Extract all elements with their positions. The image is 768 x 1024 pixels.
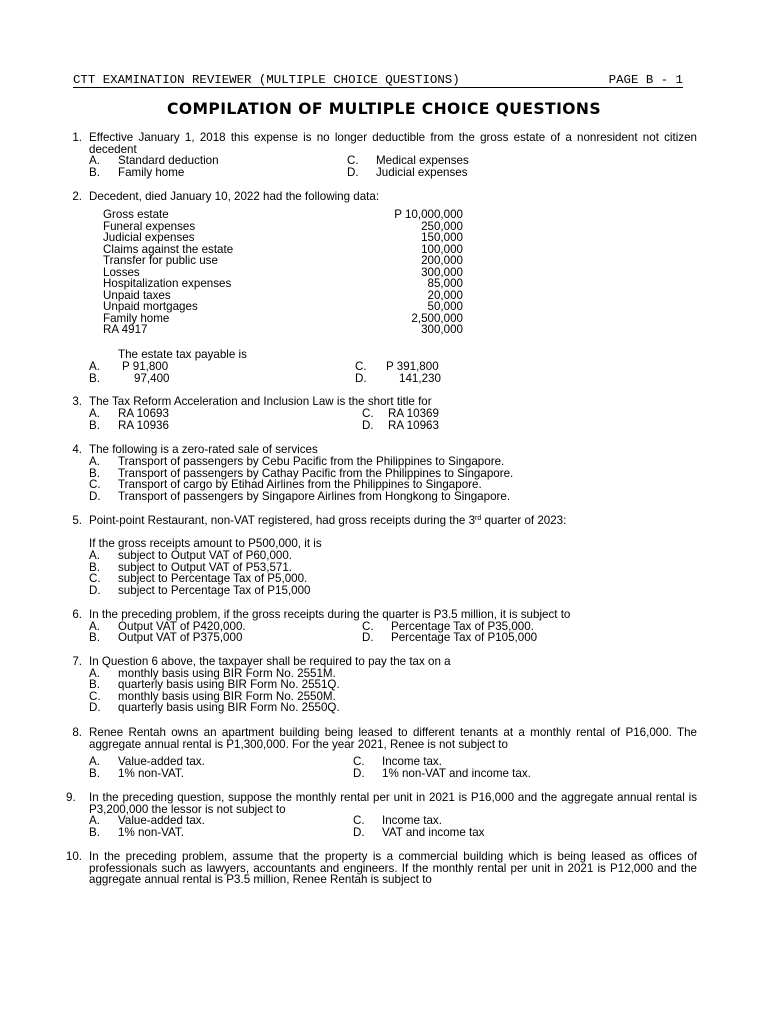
question-stem: Decedent, died January 10, 2022 had the following data: (89, 190, 380, 203)
option-letter: B. (89, 372, 100, 385)
data-value: 20,000 (427, 288, 463, 302)
option-letter: C. (353, 755, 365, 768)
option-text: subject to Percentage Tax of P5,000. (118, 572, 308, 585)
option-text: RA 10936 (118, 419, 169, 432)
question-prompt: The estate tax payable is (118, 348, 247, 361)
data-label: Judicial expenses (103, 231, 195, 244)
question-stem: Point-point Restaurant, non-VAT registered, had gross receipts during the 3rd quarter of 2023: (89, 514, 567, 527)
option-text: Standard deduction (118, 154, 219, 167)
option-text: RA 10693 (118, 407, 169, 420)
data-label: Claims against the estate (103, 242, 234, 256)
question-number: 7. (72, 655, 82, 668)
question-stem: In the preceding problem, assume that the property is a commercial building which is being leased as offices of professionals such as lawyers, accountants and engineers. If the monthly rental per unit in 2021 is P12,000 and the aggregate annual rental is P3.5 million, Renee Rentah is subject to (89, 850, 697, 887)
option-letter: D. (362, 419, 374, 432)
data-label: Transfer for public use (103, 254, 218, 267)
question-number: 3. (72, 395, 82, 408)
option-letter: B. (89, 560, 100, 574)
option-text: VAT and income tax (382, 825, 485, 839)
option-letter: B. (89, 466, 100, 480)
question-stem: Renee Rentah owns an apartment building being leased to different tenants at a monthly rental of P16,000. The aggregate annual rental is P1,300,000. For the year 2021, Renee is not subject to (89, 726, 697, 751)
option-letter: D. (355, 372, 367, 385)
option-text: Transport of passengers by Cathay Pacific from the Philippines to Singapore. (118, 466, 514, 480)
option-text: 1% non-VAT. (118, 825, 184, 839)
option-text: Transport of passengers by Cebu Pacific from the Philippines to Singapore. (118, 455, 505, 468)
option-text: subject to Output VAT of P60,000. (118, 549, 293, 562)
option-letter: B. (89, 419, 100, 432)
data-label: Funeral expenses (103, 219, 196, 233)
question-number: 10. (65, 850, 82, 863)
data-value: 300,000 (421, 265, 463, 279)
option-text: Family home (118, 166, 185, 179)
question-stem: In Question 6 above, the taxpayer shall be required to pay the tax on a (89, 655, 451, 668)
option-text: monthly basis using BIR Form No. 2551M. (118, 666, 336, 680)
option-text: subject to Output VAT of P53,571. (118, 560, 293, 574)
option-letter: D. (89, 701, 101, 714)
option-letter: C. (89, 689, 101, 703)
option-text: Percentage Tax of P35,000. (391, 619, 534, 633)
data-label: Unpaid taxes (103, 288, 171, 302)
option-text: Value-added tax. (118, 814, 205, 827)
option-letter: C. (353, 814, 365, 827)
option-letter: A. (89, 455, 100, 468)
option-text: Judicial expenses (376, 166, 468, 179)
option-text: quarterly basis using BIR Form No. 2551Q. (118, 678, 340, 691)
data-value: 100,000 (421, 242, 463, 256)
data-label: Losses (103, 265, 140, 279)
data-value: 50,000 (427, 300, 463, 313)
option-text: Output VAT of P420,000. (118, 619, 246, 633)
page-title: COMPILATION OF MULTIPLE CHOICE QUESTIONS (166, 100, 602, 118)
option-letter: C. (355, 360, 367, 373)
question-number: 5. (72, 514, 82, 527)
option-letter: D. (353, 825, 365, 839)
question-stem: Effective January 1, 2018 this expense is no longer deductible from the gross estate of a nonresident not citizen decedent (89, 131, 697, 156)
option-letter: D. (347, 166, 359, 179)
option-text: Income tax. (382, 814, 442, 827)
option-letter: C. (362, 619, 374, 633)
option-letter: C. (89, 478, 101, 491)
option-text: RA 10369 (388, 407, 439, 420)
option-letter: C. (362, 407, 374, 420)
data-label: Hospitalization expenses (103, 277, 232, 290)
option-letter: C. (89, 572, 101, 585)
data-value: 85,000 (427, 277, 463, 290)
option-text: Income tax. (382, 755, 442, 768)
option-text: subject to Percentage Tax of P15,000 (118, 583, 311, 597)
data-label: RA 4917 (103, 323, 148, 336)
option-letter: D. (89, 583, 101, 597)
data-value: 300,000 (421, 323, 463, 336)
question-stem: The following is a zero-rated sale of services (89, 443, 318, 456)
option-letter: A. (89, 814, 100, 827)
page-number: PAGE B - 1 (608, 73, 683, 87)
question-number: 1. (72, 131, 82, 144)
option-text: P 91,800 (122, 360, 169, 373)
question-number: 4. (72, 443, 82, 456)
option-letter: B. (89, 678, 100, 691)
option-text: 1% non-VAT. (118, 767, 184, 780)
option-text: Transport of cargo by Etihad Airlines from the Philippines to Singapore. (118, 478, 482, 491)
option-letter: D. (362, 631, 374, 644)
option-text: 141,230 (399, 372, 441, 385)
data-value: 250,000 (421, 219, 463, 233)
question-prompt: If the gross receipts amount to P500,000, it is (89, 537, 322, 550)
question-stem: In the preceding problem, if the gross receipts during the quarter is P3.5 million, it is subject to (89, 608, 571, 621)
option-text: RA 10963 (388, 419, 439, 432)
data-label: Family home (103, 311, 170, 325)
option-letter: A. (89, 666, 100, 680)
data-value: 200,000 (421, 254, 463, 267)
option-text: Transport of passengers by Singapore Airlines from Hongkong to Singapore. (118, 489, 511, 503)
option-letter: C. (347, 154, 359, 167)
option-text: Percentage Tax of P105,000 (391, 631, 538, 644)
header-title: CTT EXAMINATION REVIEWER (MULTIPLE CHOICE QUESTIONS) (73, 73, 460, 87)
option-letter: B. (89, 631, 100, 644)
option-letter: D. (89, 489, 101, 503)
page-header (73, 73, 683, 88)
data-label: Gross estate (103, 208, 169, 221)
option-text: 97,400 (134, 372, 170, 385)
option-letter: A. (89, 619, 100, 633)
question-number: 8. (72, 726, 82, 739)
option-letter: A. (89, 154, 100, 167)
question-stem: In the preceding question, suppose the monthly rental per unit in 2021 is P16,000 and the aggregate annual rental is P3,200,000 the lessor is not subject to (89, 791, 697, 816)
option-text: Value-added tax. (118, 755, 205, 768)
question-number: 2. (72, 190, 82, 203)
question-number: 9. (66, 791, 76, 804)
option-letter: B. (89, 166, 100, 179)
data-label: Unpaid mortgages (103, 300, 198, 313)
option-letter: B. (89, 767, 100, 780)
question-stem: The Tax Reform Acceleration and Inclusion Law is the short title for (89, 395, 432, 408)
option-text: 1% non-VAT and income tax. (382, 767, 531, 780)
question-number: 6. (72, 608, 82, 621)
data-value: 2,500,000 (411, 311, 463, 325)
data-value: P 10,000,000 (394, 208, 463, 221)
option-letter: A. (89, 755, 100, 768)
option-letter: D. (353, 767, 365, 780)
data-value: 150,000 (421, 231, 463, 244)
option-letter: A. (89, 360, 100, 373)
option-text: quarterly basis using BIR Form No. 2550Q. (118, 701, 340, 714)
option-text: P 391,800 (386, 360, 439, 373)
option-text: Output VAT of P375,000 (118, 631, 243, 644)
option-letter: A. (89, 549, 100, 562)
option-text: Medical expenses (376, 154, 469, 167)
option-text: monthly basis using BIR Form No. 2550M. (118, 689, 336, 703)
option-letter: A. (89, 407, 100, 420)
option-letter: B. (89, 825, 100, 839)
